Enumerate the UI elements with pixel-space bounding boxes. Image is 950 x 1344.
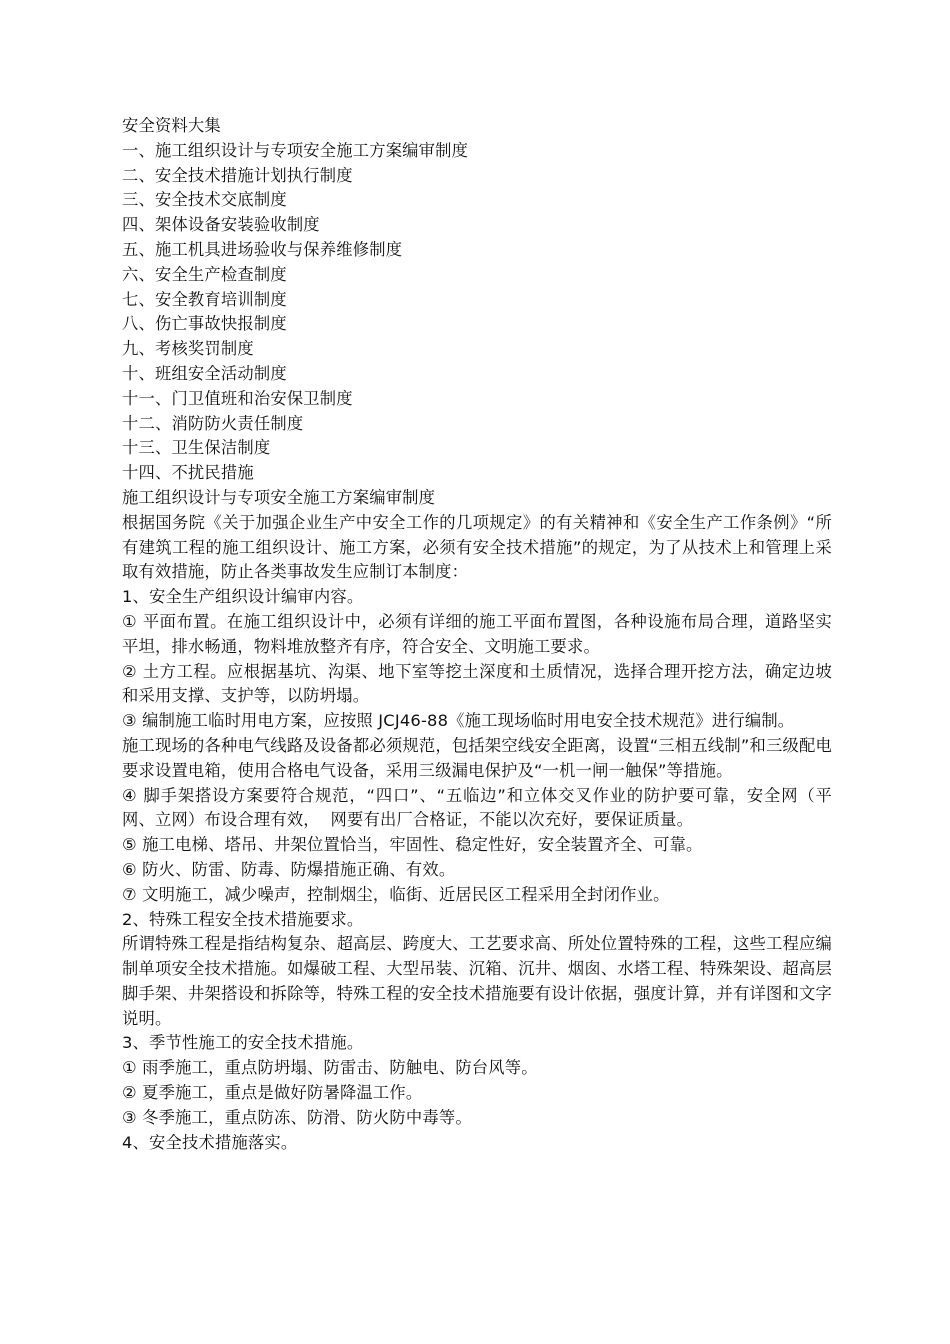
toc-item: 七、安全教育培训制度 xyxy=(122,289,287,309)
body-paragraph: 施工现场的各种电气线路及设备都必须规范，包括架空线安全距离，设置“三相五线制”和三级配电要求设置电箱，使用合格电气设备，采用三级漏电保护及“一机一闸一触保”等措施。 xyxy=(122,735,832,780)
list-item: ③ 冬季施工，重点防冻、防滑、防火防中毒等。 xyxy=(122,1107,472,1127)
list-item: ② 土方工程。应根据基坑、沟渠、地下室等挖土深度和土质情况，选择合理开挖方法，确定边坡和采用支撑、支护等，以防坍塌。 xyxy=(122,661,832,706)
toc-item: 十四、不扰民措施 xyxy=(122,463,254,483)
toc-item: 九、考核奖罚制度 xyxy=(122,339,254,359)
list-item: ① 平面布置。在施工组织设计中，必须有详细的施工平面布置图，各种设施布局合理，道路坚实平坦，排水畅通，物料堆放整齐有序，符合安全、文明施工要求。 xyxy=(122,611,832,656)
toc-item: 六、安全生产检查制度 xyxy=(122,264,287,284)
list-item: ④ 脚手架搭设方案要符合规范，“四口”、“五临边”和立体交叉作业的防护要可靠，安全网（平网、立网）布设合理有效， 网要有出厂合格证，不能以次充好，要保证质量。 xyxy=(122,785,832,830)
subsection-heading: 2、特殊工程安全技术措施要求。 xyxy=(122,909,364,929)
toc-item: 十一、门卫值班和治安保卫制度 xyxy=(122,388,353,408)
list-item: ⑥ 防火、防雷、防毒、防爆措施正确、有效。 xyxy=(122,859,456,879)
intro-paragraph: 根据国务院《关于加强企业生产中安全工作的几项规定》的有关精神和《安全生产工作条例》“所有建筑工程的施工组织设计、施工方案，必须有安全技术措施”的规定，为了从技术上和管理上采取有效措施，防止各类事故发生应制订本制度： xyxy=(122,512,832,582)
toc-item: 五、施工机具进场验收与保养维修制度 xyxy=(122,239,403,259)
toc-item: 十三、卫生保洁制度 xyxy=(122,438,271,458)
document-body xyxy=(122,114,832,1155)
toc-item: 一、施工组织设计与专项安全施工方案编审制度 xyxy=(122,140,469,160)
subsection-heading: 4、安全技术措施落实。 xyxy=(122,1132,298,1152)
list-item: ① 雨季施工，重点防坍塌、防雷击、防触电、防台风等。 xyxy=(122,1058,538,1078)
toc-item: 十、班组安全活动制度 xyxy=(122,363,287,383)
list-item: ③ 编制施工临时用电方案，应按照 JCJ46-88《施工现场临时用电安全技术规范》进行编制。 xyxy=(122,711,795,731)
list-item: ⑦ 文明施工，减少噪声，控制烟尘，临街、近居民区工程采用全封闭作业。 xyxy=(122,884,670,904)
document-title: 安全资料大集 xyxy=(122,116,221,135)
section-heading: 施工组织设计与专项安全施工方案编审制度 xyxy=(122,487,436,507)
toc-item: 三、安全技术交底制度 xyxy=(122,190,287,210)
body-paragraph: 所谓特殊工程是指结构复杂、超高层、跨度大、工艺要求高、所处位置特殊的工程，这些工程应编制单项安全技术措施。如爆破工程、大型吊装、沉箱、沉井、烟囱、水塔工程、特殊架设、超高层脚手架、井架搭设和拆除等，特殊工程的安全技术措施要有设计依据，强度计算，并有详图和文字说明。 xyxy=(122,934,832,1028)
toc-item: 二、安全技术措施计划执行制度 xyxy=(122,165,353,185)
list-item: ② 夏季施工，重点是做好防暑降温工作。 xyxy=(122,1083,423,1103)
list-item: ⑤ 施工电梯、塔吊、井架位置恰当，牢固性、稳定性好，安全装置齐全、可靠。 xyxy=(122,835,703,855)
toc-item: 四、架体设备安装验收制度 xyxy=(122,215,320,235)
toc-item: 八、伤亡事故快报制度 xyxy=(122,314,287,334)
subsection-heading: 1、安全生产组织设计编审内容。 xyxy=(122,587,364,607)
toc-item: 十二、消防防火责任制度 xyxy=(122,413,304,433)
subsection-heading: 3、季节性施工的安全技术措施。 xyxy=(122,1033,364,1053)
table-of-contents xyxy=(122,139,832,486)
